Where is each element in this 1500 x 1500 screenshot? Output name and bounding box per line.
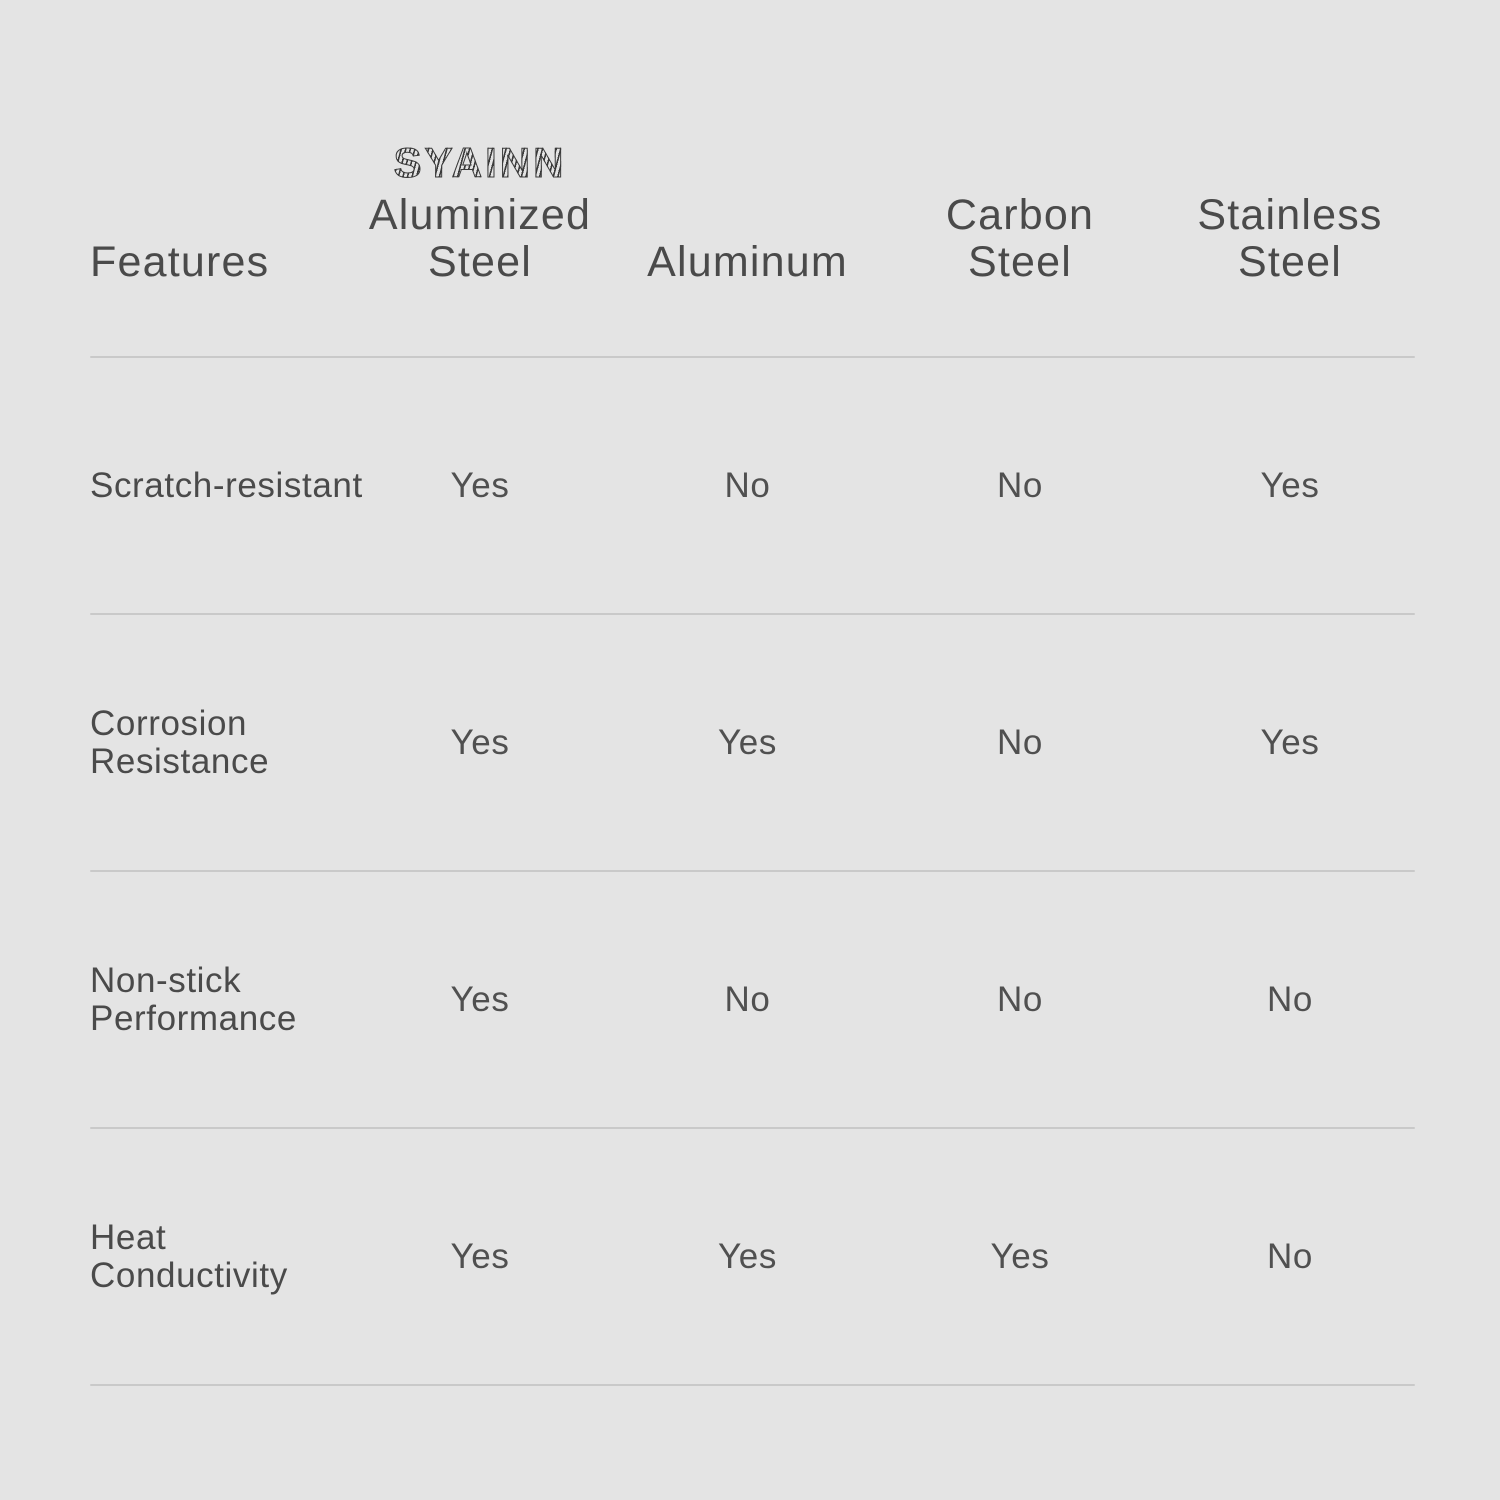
cell-value: Yes bbox=[450, 465, 510, 505]
column-header-line: Carbon bbox=[945, 191, 1095, 239]
column-header-line: Steel bbox=[427, 238, 532, 286]
column-header-line: Aluminized bbox=[368, 191, 592, 239]
column-header-aluminum bbox=[620, 239, 875, 356]
feature-label-line: Performance bbox=[90, 998, 297, 1038]
column-header-line: Stainless bbox=[1197, 191, 1383, 239]
column-header-line: Steel bbox=[967, 238, 1072, 286]
feature-label bbox=[90, 465, 363, 505]
cell-value: No bbox=[724, 465, 771, 505]
cell-value: Yes bbox=[718, 1236, 777, 1276]
cell-value: Yes bbox=[990, 1236, 1050, 1276]
row-divider bbox=[90, 1384, 1415, 1386]
feature-label-line: Heat bbox=[90, 1217, 167, 1257]
cell-value: Yes bbox=[450, 979, 510, 1019]
table-row-non-stick-performance bbox=[90, 872, 1415, 1127]
feature-label bbox=[90, 705, 340, 781]
column-header-line: Steel bbox=[1237, 238, 1342, 286]
features-column-header bbox=[90, 239, 340, 356]
column-header-stainless-steel bbox=[1165, 192, 1415, 356]
cell-value: No bbox=[724, 979, 771, 1019]
cell-value: Yes bbox=[1260, 722, 1320, 762]
table-row-heat-conductivity bbox=[90, 1129, 1415, 1384]
cell-value: Yes bbox=[718, 722, 777, 762]
cell-value: Yes bbox=[450, 1236, 510, 1276]
cell-value: Yes bbox=[1260, 465, 1320, 505]
table-row-scratch-resistant bbox=[90, 358, 1415, 613]
feature-label-line: Resistance bbox=[90, 741, 270, 781]
column-header-aluminized-steel bbox=[340, 139, 620, 356]
cell-value: No bbox=[997, 465, 1043, 505]
column-header-carbon-steel bbox=[875, 192, 1165, 356]
feature-label-line: Conductivity bbox=[90, 1255, 288, 1295]
feature-label bbox=[90, 1219, 340, 1295]
column-header-line: Aluminum bbox=[647, 238, 848, 286]
feature-label-line: Non-stick bbox=[90, 960, 242, 1000]
cell-value: No bbox=[997, 979, 1043, 1019]
feature-label bbox=[90, 962, 340, 1038]
cell-value: No bbox=[1267, 979, 1313, 1019]
table-row-corrosion-resistance bbox=[90, 615, 1415, 870]
feature-label-line: Corrosion bbox=[90, 703, 248, 743]
features-header-label: Features bbox=[90, 238, 270, 286]
feature-label-line: Scratch-resistant bbox=[90, 465, 363, 505]
comparison-table bbox=[90, 0, 1415, 1386]
table-header-row bbox=[90, 0, 1415, 356]
cell-value: No bbox=[997, 722, 1043, 762]
cell-value: Yes bbox=[450, 722, 510, 762]
brand-logo: SYAINN bbox=[393, 139, 567, 186]
cell-value: No bbox=[1267, 1236, 1313, 1276]
